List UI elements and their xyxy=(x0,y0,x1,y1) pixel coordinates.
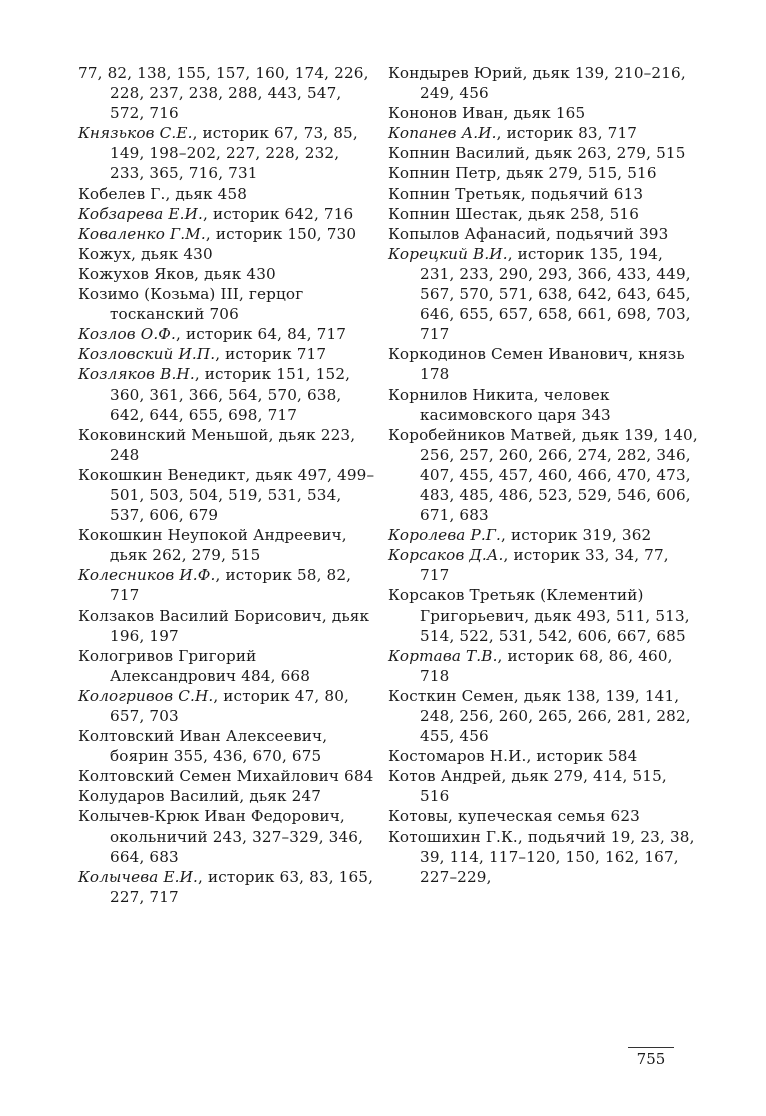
entry-name: Кортава Т.В. xyxy=(388,646,498,665)
index-entry xyxy=(388,344,698,384)
entry-name: Колесников И.Ф. xyxy=(78,566,216,585)
entry-name: Козлов О.Ф. xyxy=(78,325,177,344)
index-entry xyxy=(78,324,378,344)
entry-name: Кологривов С.Н. xyxy=(78,686,214,705)
index-entry xyxy=(388,646,698,686)
entry-name: Кологривов Григорий Александрович xyxy=(78,646,257,685)
entry-pages: , историк 83, 717 xyxy=(496,124,638,143)
entry-pages: , дьяк 138, 139, 141, 248, 256, 260, 265, 266, 281, 282, 455, 456 xyxy=(420,686,691,746)
index-entry xyxy=(388,184,698,204)
entry-pages: , дьяк 493, 511, 513, 514, 522, 531, 542, 606, 667, 685 xyxy=(420,606,690,645)
entry-pages: , историк 584 xyxy=(526,747,638,766)
entry-name: Коваленко Г.М. xyxy=(78,224,206,243)
entry-pages: , дьяк 262, 279, 515 xyxy=(110,526,347,565)
index-entry xyxy=(78,264,378,284)
entry-pages: 484, 668 xyxy=(236,666,311,685)
entry-pages: , историк 717 xyxy=(215,345,327,364)
page-number: 755 xyxy=(636,1050,666,1068)
index-entry xyxy=(78,123,378,183)
index-entry xyxy=(388,63,698,103)
entry-name: Котов Андрей xyxy=(388,767,502,786)
entry-name: Коковинский Меньшой xyxy=(78,425,269,444)
index-entry xyxy=(78,646,378,686)
entry-pages: , дьяк 279, 515, 516 xyxy=(496,164,657,183)
entry-pages: , человек касимовского царя 343 xyxy=(420,385,611,424)
entry-pages: 684 xyxy=(339,767,374,786)
entry-name: Копнин Третьяк xyxy=(388,184,521,203)
index-entry xyxy=(388,746,698,766)
entry-pages: , купеческая семья 623 xyxy=(447,807,640,826)
entry-pages: , историк 68, 86, 460, 718 xyxy=(420,646,673,685)
index-entry xyxy=(78,244,378,264)
entry-name: Колзаков Василий Борисович xyxy=(78,606,322,625)
index-entry xyxy=(78,63,378,123)
entry-pages: , историк 63, 83, 165, 227, 717 xyxy=(110,867,374,906)
index-entry xyxy=(78,525,378,565)
index-entry xyxy=(388,123,698,143)
entry-name: Козимо (Козьма) III xyxy=(78,285,239,304)
entry-name: Колударов Василий xyxy=(78,787,240,806)
index-entry xyxy=(78,606,378,646)
index-entry xyxy=(388,385,698,425)
index-entry xyxy=(388,143,698,163)
entry-pages: , князь 178 xyxy=(420,345,685,384)
entry-pages: , подьячий 613 xyxy=(520,184,644,203)
entry-pages: , боярин 355, 436, 670, 675 xyxy=(110,727,328,766)
page-number-rule xyxy=(628,1047,674,1048)
entry-pages: , дьяк 139, 140, 256, 257, 260, 266, 274, 282, 346, 407, 455, 457, 460, 466, 470, 473, 483, 485, 486, 523, 529, 546, 606, 671, 683 xyxy=(420,425,698,525)
index-column-right xyxy=(388,63,698,887)
entry-name: Кожух xyxy=(78,244,132,263)
index-entry xyxy=(78,786,378,806)
index-entry xyxy=(78,204,378,224)
entry-pages: , дьяк 458 xyxy=(165,184,248,203)
entry-pages: , подьячий 19, 23, 38, 39, 114, 117–120, 150, 162, 167, 227–229, xyxy=(420,827,695,886)
entry-name: Коркодинов Семен Иванович xyxy=(388,345,629,364)
entry-pages: , историк 319, 362 xyxy=(501,526,652,545)
entry-name: Кобзарева Е.И. xyxy=(78,204,204,223)
entry-pages: , дьяк 279, 414, 515, 516 xyxy=(420,767,667,806)
entry-pages: , дьяк 139, 210–216, 249, 456 xyxy=(420,64,686,103)
entry-name: Корсаков Третьяк (Клементий) Григорьевич xyxy=(388,586,644,625)
entry-pages: , дьяк 247 xyxy=(239,787,322,806)
index-entry xyxy=(78,425,378,465)
index-entry xyxy=(388,224,698,244)
index-entry xyxy=(78,465,378,525)
index-entry xyxy=(388,425,698,525)
entry-pages: , историк 67, 73, 85, 149, 198–202, 227, 228, 232, 233, 365, 716, 731 xyxy=(110,124,358,183)
entry-name: Коробейников Матвей xyxy=(388,425,572,444)
entry-name: Копылов Афанасий xyxy=(388,224,547,243)
entry-pages: , историк 47, 80, 657, 703 xyxy=(110,686,349,725)
entry-pages: , историк 150, 730 xyxy=(205,224,357,243)
entry-name: Копнин Шестак xyxy=(388,204,518,223)
index-entry xyxy=(388,103,698,123)
entry-pages: , историк 135, 194, 231, 233, 290, 293, 366, 433, 449, 567, 570, 571, 638, 642, 643, 645, 646, 655, 657, 658, 661, 698, 703, 717 xyxy=(420,244,691,344)
entry-name: Корецкий В.И. xyxy=(388,244,508,263)
entry-name: Костомаров Н.И. xyxy=(388,747,527,766)
entry-name: Копнин Василий xyxy=(388,144,526,163)
entry-pages: , дьяк 263, 279, 515 xyxy=(525,144,686,163)
entry-pages: , дьяк 430 xyxy=(194,264,276,283)
index-entry xyxy=(78,344,378,364)
index-entry xyxy=(78,686,378,726)
entry-name: Кожухов Яков xyxy=(78,264,195,283)
entry-pages: , подьячий 393 xyxy=(546,224,669,243)
index-entry xyxy=(388,163,698,183)
entry-name: Кондырев Юрий xyxy=(388,64,523,82)
entry-name: Корсаков Д.А. xyxy=(388,546,504,565)
entry-name: Кокошкин Венедикт xyxy=(78,465,246,484)
entry-pages: , дьяк 258, 516 xyxy=(517,204,640,223)
entry-name: Копанев А.И. xyxy=(388,124,497,143)
index-entry xyxy=(78,726,378,766)
index-entry xyxy=(78,867,378,907)
entry-pages: , дьяк 497, 499–501, 503, 504, 519, 531, 534, 537, 606, 679 xyxy=(110,465,375,525)
entry-pages: , историк 151, 152, 360, 361, 366, 564, 570, 638, 642, 644, 655, 698, 717 xyxy=(110,365,351,424)
entry-pages: , историк 58, 82, 717 xyxy=(110,566,352,605)
index-entry xyxy=(388,806,698,826)
entry-pages: , дьяк 223, 248 xyxy=(110,425,356,464)
index-entry xyxy=(388,686,698,746)
entry-name: Королева Р.Г. xyxy=(388,526,502,545)
index-entry xyxy=(388,827,698,887)
entry-name: Колтовский Иван Алексеевич xyxy=(78,727,323,746)
index-entry xyxy=(388,244,698,344)
entry-name: Колтовский Семен Михайлович xyxy=(78,767,340,786)
index-entry xyxy=(78,364,378,424)
index-entry xyxy=(78,184,378,204)
entry-name: Котошихин Г.К. xyxy=(388,827,518,846)
index-entry xyxy=(78,565,378,605)
entry-name: Котовы xyxy=(388,807,448,826)
entry-name: Косткин Семен xyxy=(388,686,514,705)
entry-pages: , дьяк 196, 197 xyxy=(110,606,370,645)
index-entry xyxy=(78,284,378,324)
entry-name: Колычев-Крюк Иван Федорович xyxy=(78,807,340,826)
entry-name: Князьков С.Е. xyxy=(78,124,193,143)
index-entry xyxy=(388,545,698,585)
index-entry xyxy=(78,806,378,866)
entry-pages: , окольничий 243, 327–329, 346, 664, 683 xyxy=(110,807,364,866)
entry-name: Кокошкин Неупокой Андреевич xyxy=(78,526,342,545)
index-entry xyxy=(78,224,378,244)
index-entry xyxy=(388,204,698,224)
index-column-left xyxy=(78,63,378,907)
entry-name: Козловский И.П. xyxy=(78,345,216,364)
entry-pages: , дьяк 165 xyxy=(503,104,586,123)
entry-name: Козляков В.Н. xyxy=(78,365,195,384)
entry-name: Кобелев Г. xyxy=(78,184,166,203)
index-entry xyxy=(78,766,378,786)
entry-pages: , историк 33, 34, 77, 717 xyxy=(420,546,669,585)
index-entry xyxy=(388,766,698,806)
entry-pages: , историк 64, 84, 717 xyxy=(176,325,347,344)
entry-name: Колычева Е.И. xyxy=(78,867,199,886)
entry-pages: , историк 642, 716 xyxy=(203,204,354,223)
index-entry xyxy=(388,525,698,545)
entry-pages: 77, 82, 138, 155, 157, 160, 174, 226, 228, 237, 238, 288, 443, 547, 572, 716 xyxy=(78,64,369,123)
entry-pages: , дьяк 430 xyxy=(131,244,213,263)
entry-name: Копнин Петр xyxy=(388,164,497,183)
entry-name: Корнилов Никита xyxy=(388,385,534,404)
index-entry xyxy=(388,585,698,645)
entry-pages: , герцог тосканский 706 xyxy=(110,285,304,324)
entry-name: Кононов Иван xyxy=(388,104,504,123)
